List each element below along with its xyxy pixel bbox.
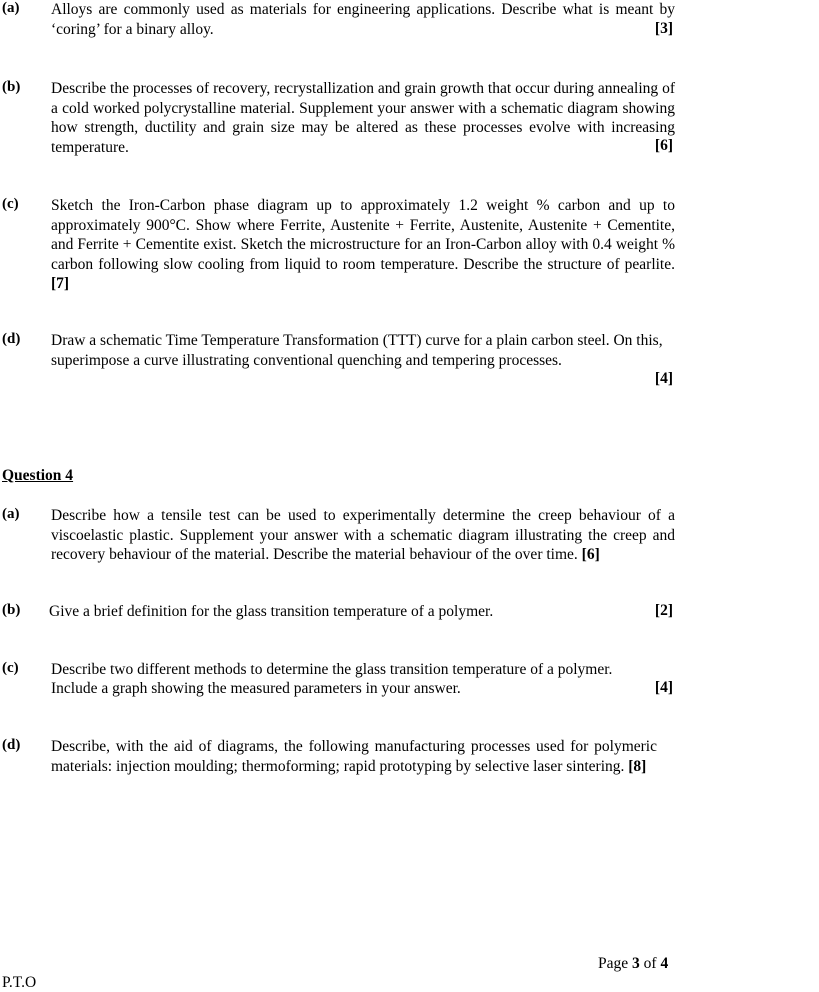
section-c-marks: [7]: [51, 275, 70, 292]
q4-c-label: (c): [2, 660, 19, 676]
section-a-text: Alloys are commonly used as materials for engineering applications. Describe what is meant by ‘coring’ for a binary alloy.: [51, 1, 675, 38]
q4-c-line2: Include a graph showing the measured parameters in your answer.: [51, 680, 461, 697]
page-prefix: Page: [598, 955, 629, 972]
section-b-label: (b): [2, 79, 21, 95]
pto-note: P.T.O: [2, 974, 37, 991]
section-c-body: [51, 196, 675, 294]
page-number: [598, 955, 668, 973]
section-a-label: (a): [2, 0, 20, 16]
section-d-marks: [4]: [654, 370, 673, 387]
q4-a-text: Describe how a tensile test can be used to experimentally determine the creep behaviour of a viscoelastic plastic. Supplement your answer with a schematic diagram illustrating the creep and recovery behaviour of the material. Describe the material behaviour of the over time.: [51, 507, 675, 563]
section-c-label: (c): [2, 196, 19, 212]
q4-b-marks: [2]: [654, 602, 673, 619]
question-4-heading: Question 4: [2, 467, 74, 484]
q4-a-body: [51, 506, 675, 565]
q4-d-text: Describe, with the aid of diagrams, the following manufacturing processes used for polymeric materials: injection moulding; thermoforming; rapid prototyping by selective laser sintering.: [51, 738, 657, 775]
q4-d-marks: [8]: [628, 757, 647, 775]
page-of: of: [643, 955, 657, 972]
page-total: 4: [660, 955, 669, 972]
section-b-text: Describe the processes of recovery, recrystallization and grain growth that occur during annealing of a cold worked polycrystalline material. Supplement your answer with a schematic diagram showing how strength, ductility and grain size may be altered as these processes evolve with increasing temperature.: [51, 80, 675, 156]
section-a-marks: [3]: [654, 20, 673, 37]
section-d-label: (d): [2, 331, 21, 347]
section-c-text: Sketch the Iron-Carbon phase diagram up to approximately 1.2 weight % carbon and up to approximately 900°C. Show where Ferrite, Austenite + Ferrite, Austenite, Austenite + Cementite, and Ferrite + Cementite exist. Sketch the microstructure for an Iron-Carbon alloy with 0.4 weight % carbon following slow cooling from liquid to room temperature. Describe the structure of pearlite.: [51, 197, 675, 273]
q4-a-marks: [6]: [581, 546, 600, 563]
q4-b-label: (b): [2, 602, 21, 618]
section-b-marks: [6]: [654, 137, 673, 154]
q4-a-label: (a): [2, 506, 20, 522]
section-d-text: Draw a schematic Time Temperature Transformation (TTT) curve for a plain carbon steel. On this, superimpose a curve illustrating conventional quenching and tempering processes.: [51, 332, 663, 369]
q4-d-label: (d): [2, 737, 21, 753]
q4-b-text: Give a brief definition for the glass transition temperature of a polymer.: [49, 603, 494, 620]
q4-d-body: [51, 737, 657, 776]
q4-c-marks: [4]: [654, 679, 673, 696]
q4-c-line1: Describe two different methods to determine the glass transition temperature of a polymer.: [51, 661, 613, 678]
page-current: 3: [632, 955, 640, 972]
